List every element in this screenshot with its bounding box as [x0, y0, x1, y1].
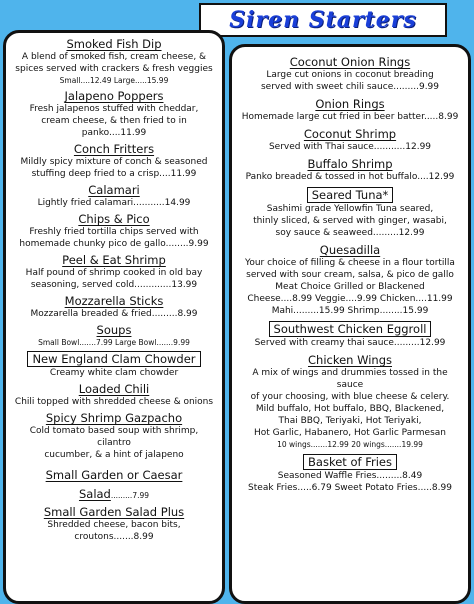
item-description: A blend of smoked fish, cream cheese, &	[21, 52, 207, 62]
item-name: Mozzarella Sticks	[64, 294, 164, 308]
item-description: Served with Thai sauce...........12.99	[268, 142, 432, 152]
item-price: Small Bowl.......7.99 Large Bowl.......9.99	[38, 338, 190, 347]
menu-item-coconut-shrimp	[238, 127, 462, 153]
item-description: spices served with crackers & fresh veggies	[15, 64, 213, 74]
item-description: cucumber, & a hint of jalapeno	[44, 450, 184, 460]
item-price: .........7.99	[110, 491, 150, 500]
item-description: Mildly spicy mixture of conch & seasoned	[20, 157, 208, 167]
item-description: A mix of wings and drummies tossed in the sauce	[252, 368, 448, 390]
menu-item-small-garden-salad-plus	[12, 505, 216, 543]
menu-item-peel-eat-shrimp	[12, 253, 216, 291]
menu-item-buffalo-shrimp	[238, 157, 462, 183]
item-description: of your choosing, with blue cheese & celery.	[250, 392, 450, 402]
menu-item-conch-fritters	[12, 142, 216, 180]
item-description: cream cheese, & then fried to in panko....11.99	[41, 116, 187, 138]
left-menu-panel	[3, 30, 225, 604]
item-description: Mozzarella breaded & fried.........8.99	[30, 309, 198, 319]
item-name: Calamari	[88, 183, 140, 197]
item-name: Coconut Onion Rings	[289, 55, 411, 69]
item-name: Buffalo Shrimp	[307, 157, 393, 171]
item-description: Thai BBQ, Teriyaki, Hot Teriyaki,	[278, 416, 422, 426]
item-price: 10 wings.......12.99 20 wings.......19.99	[277, 440, 423, 449]
item-description: seasoning, served cold.............13.99	[30, 280, 198, 290]
item-description: Steak Fries.....6.79 Sweet Potato Fries.....8.99	[248, 483, 452, 493]
right-menu-panel	[229, 44, 471, 604]
item-description: Lightly fried calamari...........14.99	[37, 198, 191, 208]
item-name: Basket of Fries	[303, 454, 397, 470]
item-description: Fresh jalapenos stuffed with cheddar,	[29, 104, 199, 114]
item-name: Smoked Fish Dip	[66, 37, 162, 51]
menu-item-coconut-onion-rings	[238, 55, 462, 93]
item-description: Chili topped with shredded cheese & onions	[14, 397, 214, 407]
menu-item-new-england-clam-chowder	[12, 351, 216, 379]
item-description: Freshly fried tortilla chips served with	[29, 227, 199, 237]
item-description: stuffing deep fried to a crisp....11.99	[31, 169, 197, 179]
item-name: Conch Fritters	[73, 142, 155, 156]
item-name: Loaded Chili	[78, 382, 150, 396]
menu-item-spicy-shrimp-gazpacho	[12, 411, 216, 461]
item-description: served with sour cream, salsa, & pico de gallo	[246, 270, 454, 280]
item-name: Spicy Shrimp Gazpacho	[45, 411, 183, 425]
item-description: Served with creamy thai sauce.........12.99	[254, 338, 446, 348]
menu-item-jalapeno-poppers	[12, 89, 216, 139]
menu-item-small-garden-or-caesar-salad	[12, 464, 216, 502]
item-description: Your choice of filling & cheese in a flour tortilla	[245, 258, 455, 268]
menu-item-seared-tuna	[238, 187, 462, 239]
menu-item-chicken-wings	[238, 353, 462, 450]
item-name: Onion Rings	[315, 97, 385, 111]
item-description: thinly sliced, & served with ginger, wasabi,	[253, 216, 447, 226]
menu-item-basket-of-fries	[238, 454, 462, 494]
menu-item-quesadilla	[238, 243, 462, 317]
menu-item-onion-rings	[238, 97, 462, 123]
item-description: Seasoned Waffle Fries.........8.49	[277, 471, 423, 481]
menu-item-southwest-chicken-eggroll	[238, 321, 462, 349]
item-description: Creamy white clam chowder	[49, 368, 179, 378]
menu-title-box	[199, 3, 447, 37]
item-description: Homemade large cut fried in beer batter.....8.99	[241, 112, 459, 122]
menu-item-loaded-chili	[12, 382, 216, 408]
menu-title: Siren Starters	[229, 7, 417, 33]
item-name: Coconut Shrimp	[303, 127, 397, 141]
item-price: Small....12.49 Large.....15.99	[59, 76, 169, 85]
item-name: New England Clam Chowder	[27, 351, 200, 367]
item-description: Shredded cheese, bacon bits, croutons.......8.99	[47, 520, 181, 542]
item-description: Panko breaded & tossed in hot buffalo....12.99	[245, 172, 455, 182]
item-description: soy sauce & seaweed.........12.99	[275, 228, 425, 238]
item-name: Peel & Eat Shrimp	[62, 253, 166, 267]
item-description: Cold tomato based soup with shrimp, cilantro	[29, 426, 199, 448]
menu-item-smoked-fish-dip	[12, 37, 216, 86]
item-name: Chicken Wings	[308, 353, 392, 367]
item-description: served with sweet chili sauce.........9.99	[260, 82, 440, 92]
item-name: Southwest Chicken Eggroll	[269, 321, 432, 337]
menu-item-mozzarella-sticks	[12, 294, 216, 320]
item-name: Small Garden or Caesar Salad	[45, 468, 183, 501]
item-description: Large cut onions in coconut breading	[266, 70, 434, 80]
item-name: Quesadilla	[319, 243, 381, 257]
item-description: homemade chunky pico de gallo........9.99	[19, 239, 209, 249]
item-name: Soups	[96, 323, 132, 337]
item-description: Mild buffalo, Hot buffalo, BBQ, Blackened,	[255, 404, 445, 414]
item-description: Mahi.........15.99 Shrimp........15.99	[271, 306, 429, 316]
item-description: Cheese....8.99 Veggie....9.99 Chicken....11.99	[247, 294, 453, 304]
item-name: Chips & Pico	[78, 212, 150, 226]
item-name: Seared Tuna*	[307, 187, 394, 203]
item-description: Half pound of shrimp cooked in old bay	[25, 268, 203, 278]
menu-item-chips-pico	[12, 212, 216, 250]
menu-item-calamari	[12, 183, 216, 209]
item-name: Small Garden Salad Plus	[43, 505, 185, 519]
item-name: Jalapeno Poppers	[64, 89, 164, 103]
item-description: Hot Garlic, Habanero, Hot Garlic Parmesan	[254, 428, 446, 438]
menu-item-soups	[12, 323, 216, 348]
item-description: Sashimi grade Yellowfin Tuna seared,	[266, 204, 434, 214]
item-description: Meat Choice Grilled or Blackened	[275, 282, 425, 292]
